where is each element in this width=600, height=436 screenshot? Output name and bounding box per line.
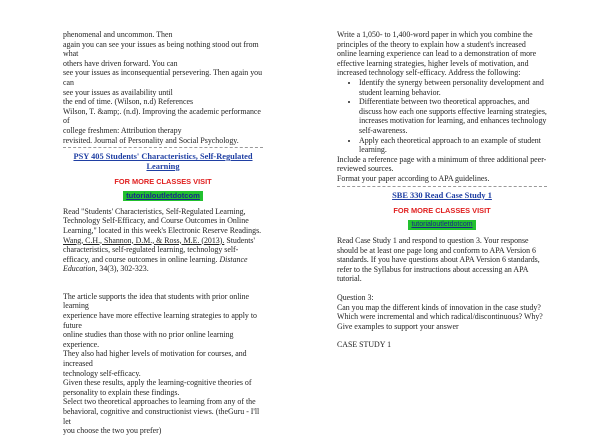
sbe330-title-link[interactable]: SBE 330 Read Case Study 1 (392, 190, 492, 200)
list-item: • Differentiate between two theoretical approaches, and discuss how each one supports effective learning strategies, increases motivation for learning, and enhances technology self-awareness. (359, 97, 547, 135)
text-line: behavioral, cognitive and constructionist views. (theGuru - I'll let (63, 407, 260, 426)
text-line: experience have more effective learning strategies to apply to future (63, 311, 257, 330)
requirements-list (337, 78, 547, 155)
read-instructions: Read "Students' Characteristics, Self-Regulated Learning, Technology Self-Efficacy, and Course Outcomes in Online Learning," located in this week's Electronic Reserve Readings. (63, 206, 262, 235)
link-wrap (63, 191, 263, 201)
text-line: Given these results, apply the learning-cognitive theories of (63, 378, 252, 388)
right-column (337, 30, 547, 350)
case-instructions: Read Case Study 1 and respond to question 3. Your response should be at least one page long and conform to APA Version 6 standards. If you have questions about APA Version 6 standards, refer to the Syllabus for instructions about accessing an APA tutorial. (337, 236, 540, 284)
question-text: Can you map the different kinds of innovation in the case study? Which were incremental and which radical/discontinuous? Why? Give examples to support your answer (337, 302, 543, 331)
text-line: the end of time. (Wilson, n.d) References (63, 97, 194, 107)
tutorial-outlet-link[interactable]: tutorialoutletdotcom (123, 191, 203, 201)
spacer (337, 331, 547, 340)
spacer (337, 284, 547, 293)
text-line: again you can see your issues as being nothing stood out from what (63, 39, 259, 59)
list-item: • Identify the synergy between personality development and student learning behavior. (359, 78, 547, 97)
citation-journal: Distance Education (63, 254, 248, 274)
text-line: phenomenal and uncommon. Then (63, 30, 173, 39)
text-line: personality to explain these findings. (63, 387, 180, 397)
list-item: • Apply each theoretical approach to an example of student learning. (359, 136, 547, 155)
left-body (63, 292, 263, 436)
text-line: see your issues as inconsequential persevering. Then again you can (63, 68, 263, 87)
visit-banner: FOR MORE CLASSES VISIT (393, 205, 491, 215)
spacer (63, 274, 263, 292)
citation-authors: Wang, C.H., Shannon, D.M., & Ross, M.E. (2013). (63, 235, 225, 245)
text-line: Include a reference page with a minimum of three additional peer-reviewed sources. (337, 154, 547, 174)
text-line: you choose the two you prefer) (63, 426, 162, 436)
text-line: technology self-efficacy. (63, 368, 141, 378)
text-line: others have driven forward. You can (63, 58, 178, 68)
text-line: see your issues as availability until (63, 87, 173, 97)
case-heading: CASE STUDY 1 (337, 340, 392, 350)
text-line: Format your paper according to APA guidelines. (337, 173, 490, 183)
psy405-title-link[interactable]: PSY 405 Students' Characteristics, Self-Regulated Learning (73, 152, 253, 172)
left-column (63, 30, 263, 436)
text-line: The article supports the idea that students with prior online learning (63, 291, 250, 311)
visit-banner: FOR MORE CLASSES VISIT (114, 177, 212, 187)
paper-instructions: Write a 1,050- to 1,400-word paper in which you combine the principles of the theory to explain how a student's increased online learning experience can lead to a demonstration of more effective learning strategies, higher levels of motivation, and increased technology self-efficacy. Address the following: (337, 30, 537, 78)
text-line: Wilson, T. &amp;. (n.d). Improving the academic performance of (63, 106, 261, 126)
citation-title: Students' characteristics, self-regulated learning, technology self-efficacy, and course outcomes in online learning. (63, 235, 255, 264)
tutorial-outlet-link[interactable]: tutorialoutletdotcom (408, 220, 475, 230)
text-line: revisited. Journal of Personality and Social Psychology. (63, 135, 239, 145)
section-divider (337, 186, 547, 187)
text-line: college freshmen: Attribution therapy (63, 125, 182, 135)
text-line: online studies than those with no prior online learning experience. (63, 330, 234, 349)
text-line: Select two theoretical approaches to learning from any of the (63, 397, 256, 407)
citation (63, 236, 263, 274)
citation-rest: , 34(3), 302-323. (95, 264, 149, 274)
left-intro (63, 30, 263, 145)
question-label: Question 3: (337, 293, 374, 303)
text-line: They also had higher levels of motivation for courses, and increased (63, 349, 247, 369)
link-wrap (337, 219, 547, 230)
section-divider (63, 147, 263, 148)
